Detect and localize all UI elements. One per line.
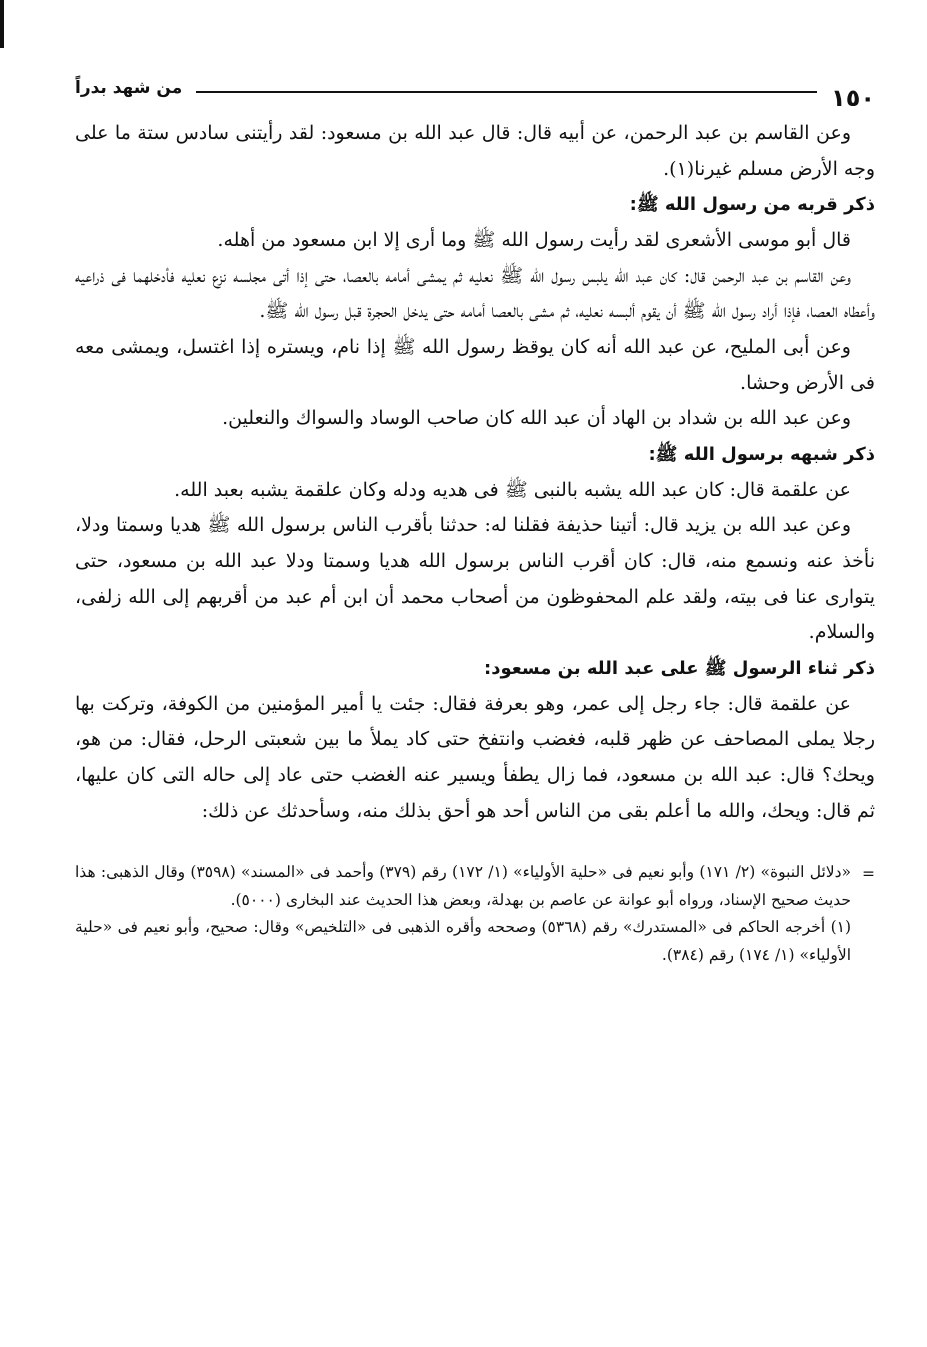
paragraph-ibn-shaddad: وعن عبد الله بن شداد بن الهاد أن عبد الله كان صاحب الوساد والسواك والنعلين. (222, 407, 851, 430)
heading-closeness: ذكر قربه من رسول الله ﷺ: (629, 194, 875, 216)
page-number: ١٥٠ (831, 84, 875, 112)
heading-praise: ذكر ثناء الرسول ﷺ على عبد الله بن مسعود: (484, 657, 875, 679)
footnotes (75, 859, 875, 969)
heading-resemblance: ذكر شبهه برسول الله ﷺ: (648, 443, 875, 465)
paragraph-abu-al-malih: وعن أبى المليح، عن عبد الله أنه كان يوقظ رسول الله ﷺ إذا نام، ويستره إذا اغتسل، ويمشى معه فى الأرض وحشا. (75, 335, 875, 394)
paragraph-hudhayfa: وعن عبد الله بن يزيد قال: أتينا حذيفة فقلنا له: حدثنا بأقرب الناس برسول الله ﷺ هديا وسمتا ودلا، نأخذ عنه ونسمع منه، قال: كان أقرب الناس برسول الله هديا وسمتا ودلا عبد الله بن مسعود، حتى يتوارى عنا فى بيته، ولقد علم المحفوظون من أصحاب محمد أن ابن أم عبد من أقربهم إلى الله زلفى، والسلام. (75, 514, 875, 644)
running-head (75, 68, 875, 112)
footnote-1: (١) أخرجه الحاكم فى «المستدرك» رقم (٥٣٦٨) وصححه وأقره الذهبى فى «التلخيص» وقال: صحيح، وأبو نعيم فى «حلية الأولياء» (١/ ١٧٤) رقم (٣٨٤). (75, 918, 852, 964)
header-rule (196, 91, 817, 93)
paragraph-sixth-of-six: وعن القاسم بن عبد الرحمن، عن أبيه قال: قال عبد الله بن مسعود: لقد رأيتنى سادس ستة ما على وجه الأرض مسلم غيرنا(١). (75, 122, 875, 180)
paragraph-alqama: عن علقمة قال: كان عبد الله يشبه بالنبى ﷺ فى هديه ودله وكان علقمة يشبه بعبد الله. (174, 478, 851, 501)
paragraph-sandals: وعن القاسم بن عبد الرحمن قال: كان عبد الله يلبس رسول الله ﷺ نعليه ثم يمشى أمامه بالعصا، حتى إذا أتى مجلسه نزع نعليه فأدخلهما فى ذراعيه وأعطاه العصا، فإذا أراد رسول الله ﷺ أن يقوم ألبسه نعليه، ثم مشى بالعصا أمامه حتى يدخل الحجرة قبل رسول الله ﷺ. (75, 264, 875, 323)
scan-edge-mark (0, 0, 4, 48)
book-page (75, 68, 875, 969)
main-text (75, 116, 875, 829)
footnote-continued: «دلائل النبوة» (٢/ ١٧١) وأبو نعيم فى «حلية الأولياء» (١/ ١٧٢) رقم (٣٧٩) وأحمد فى «المسند» (٣٥٩٨) وقال الذهبى: هذا حديث صحيح الإسناد، ورواه أبو عوانة عن عاصم بن بهدلة، وبعض هذا الحديث عند البخارى (٥٠٠٠). (75, 863, 852, 909)
footnote-continuation-mark: = (862, 865, 875, 884)
paragraph-abu-musa: قال أبو موسى الأشعرى لقد رأيت رسول الله ﷺ وما أرى إلا ابن مسعود من أهله. (217, 229, 851, 252)
paragraph-umar-at-arafa: عن علقمة قال: جاء رجل إلى عمر، وهو بعرفة فقال: جئت يا أمير المؤمنين من الكوفة، وتركت بها رجلا يملى المصاحف عن ظهر قلبه، فغضب وانتفخ حتى كاد يملأ ما بين شعبتى الرحل، فقال: من هو، ويحك؟ قال: عبد الله بن مسعود، فما زال يطفأ ويسير عنه الغضب حتى عاد إلى حاله التى كان عليها، ثم قال: ويحك، والله ما أعلم بقى من الناس أحد هو أحق بذلك منه، وسأحدثك عن ذلك: (75, 692, 875, 822)
running-title: من شهد بدراً (75, 78, 183, 98)
